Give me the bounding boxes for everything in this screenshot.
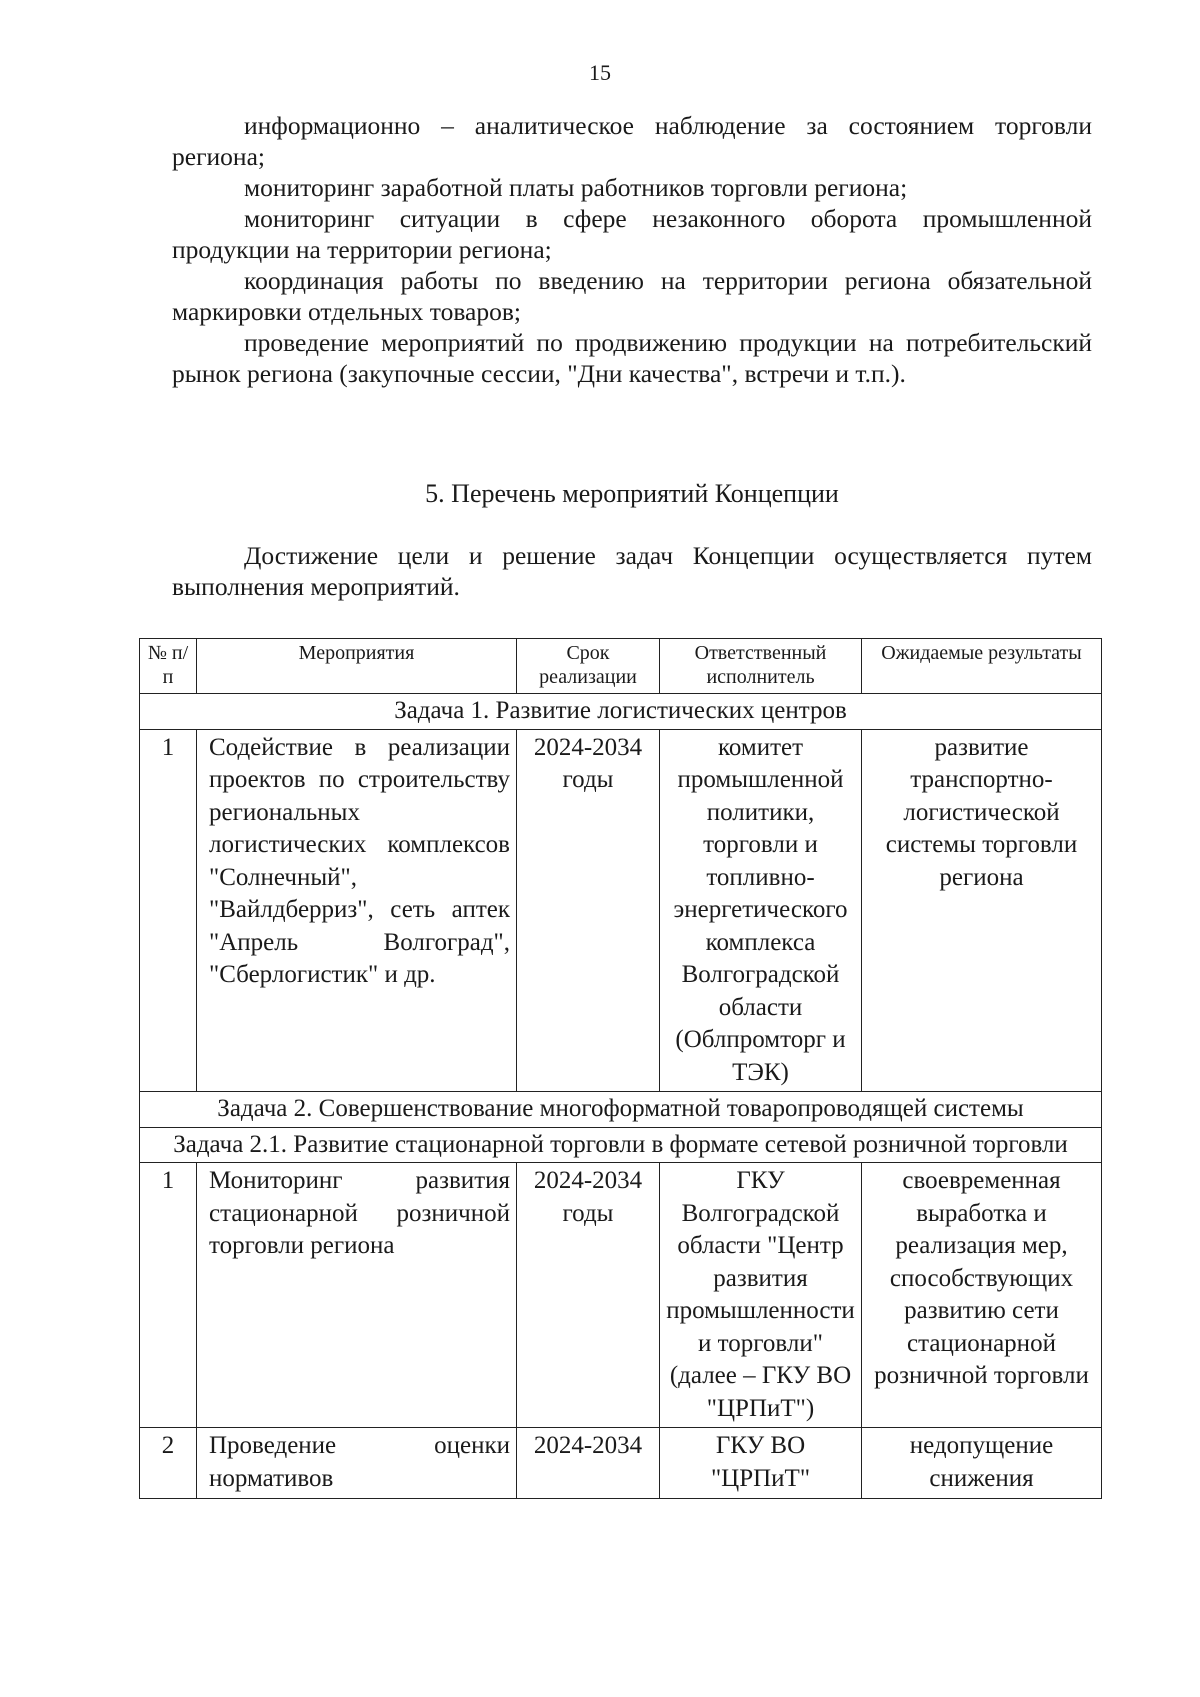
row-event: Мониторинг развития стационарной розничной торговли региона xyxy=(197,1163,517,1428)
table-row xyxy=(140,729,1102,1092)
paragraph-analytics: информационно – аналитическое наблюдение за состоянием торговли региона; xyxy=(172,111,1092,171)
header-results: Ожидаемые результаты xyxy=(862,639,1102,694)
row-number: 1 xyxy=(140,1163,197,1428)
row-executor: ГКУ ВО "ЦРПиТ" xyxy=(660,1428,862,1499)
task-row xyxy=(140,694,1102,730)
section-heading: 5. Перечень мероприятий Концепции xyxy=(425,479,839,508)
table-row xyxy=(140,1428,1102,1499)
task-row xyxy=(140,1127,1102,1163)
row-term: 2024-2034 годы xyxy=(517,1163,660,1428)
paragraph-promotion: проведение мероприятий по продвижению продукции на потребительский рынок региона (закупочные сессии, "Дни качества", встречи и т.п.). xyxy=(172,328,1092,388)
row-executor: комитет промышленной политики, торговли и топливно-энергетического комплекса Волгоградской области (Облпромторг и ТЭК) xyxy=(660,729,862,1092)
task-2-heading: Задача 2. Совершенствование многоформатной товаропроводящей системы xyxy=(140,1092,1102,1128)
row-result: своевременная выработка и реализация мер, способствующих развитию сети стационарной розничной торговли xyxy=(862,1163,1102,1428)
paragraph-salary-monitoring: мониторинг заработной платы работников торговли региона; xyxy=(244,173,908,202)
row-event: Проведение оценки нормативов xyxy=(197,1428,517,1499)
row-number: 2 xyxy=(140,1428,197,1499)
row-term: 2024-2034 годы xyxy=(517,729,660,1092)
task-1-heading: Задача 1. Развитие логистических центров xyxy=(140,694,1102,730)
header-executor: Ответственный исполнитель xyxy=(660,639,862,694)
row-result: развитие транспортно-логистической системы торговли региона xyxy=(862,729,1102,1092)
row-result: недопущение снижения xyxy=(862,1428,1102,1499)
paragraph-illegal-turnover: мониторинг ситуации в сфере незаконного оборота промышленной продукции на территории региона; xyxy=(172,204,1092,264)
header-measures: Мероприятия xyxy=(197,639,517,694)
row-executor: ГКУ Волгоградской области "Центр развития промышленности и торговли" (далее – ГКУ ВО "ЦРПиТ") xyxy=(660,1163,862,1428)
header-term: Срок реализации xyxy=(517,639,660,694)
task-2-1-heading: Задача 2.1. Развитие стационарной торговли в формате сетевой розничной торговли xyxy=(140,1127,1102,1163)
header-number: № п/п xyxy=(140,639,197,694)
task-row xyxy=(140,1092,1102,1128)
row-event: Содействие в реализации проектов по строительству региональных логистических комплексов "Солнечный", "Вайлдберриз", сеть аптек "Апрель Волгоград", "Сберлогистик" и др. xyxy=(197,729,517,1092)
measures-table xyxy=(139,638,1102,1499)
paragraph-labeling: координация работы по введению на территории региона обязательной маркировки отдельных товаров; xyxy=(172,266,1092,326)
table-header-row xyxy=(140,639,1102,694)
page-number: 15 xyxy=(589,60,611,85)
table-row xyxy=(140,1163,1102,1428)
intro-paragraph: Достижение цели и решение задач Концепции осуществляется путем выполнения мероприятий. xyxy=(172,541,1092,601)
row-number: 1 xyxy=(140,729,197,1092)
row-term: 2024-2034 xyxy=(517,1428,660,1499)
